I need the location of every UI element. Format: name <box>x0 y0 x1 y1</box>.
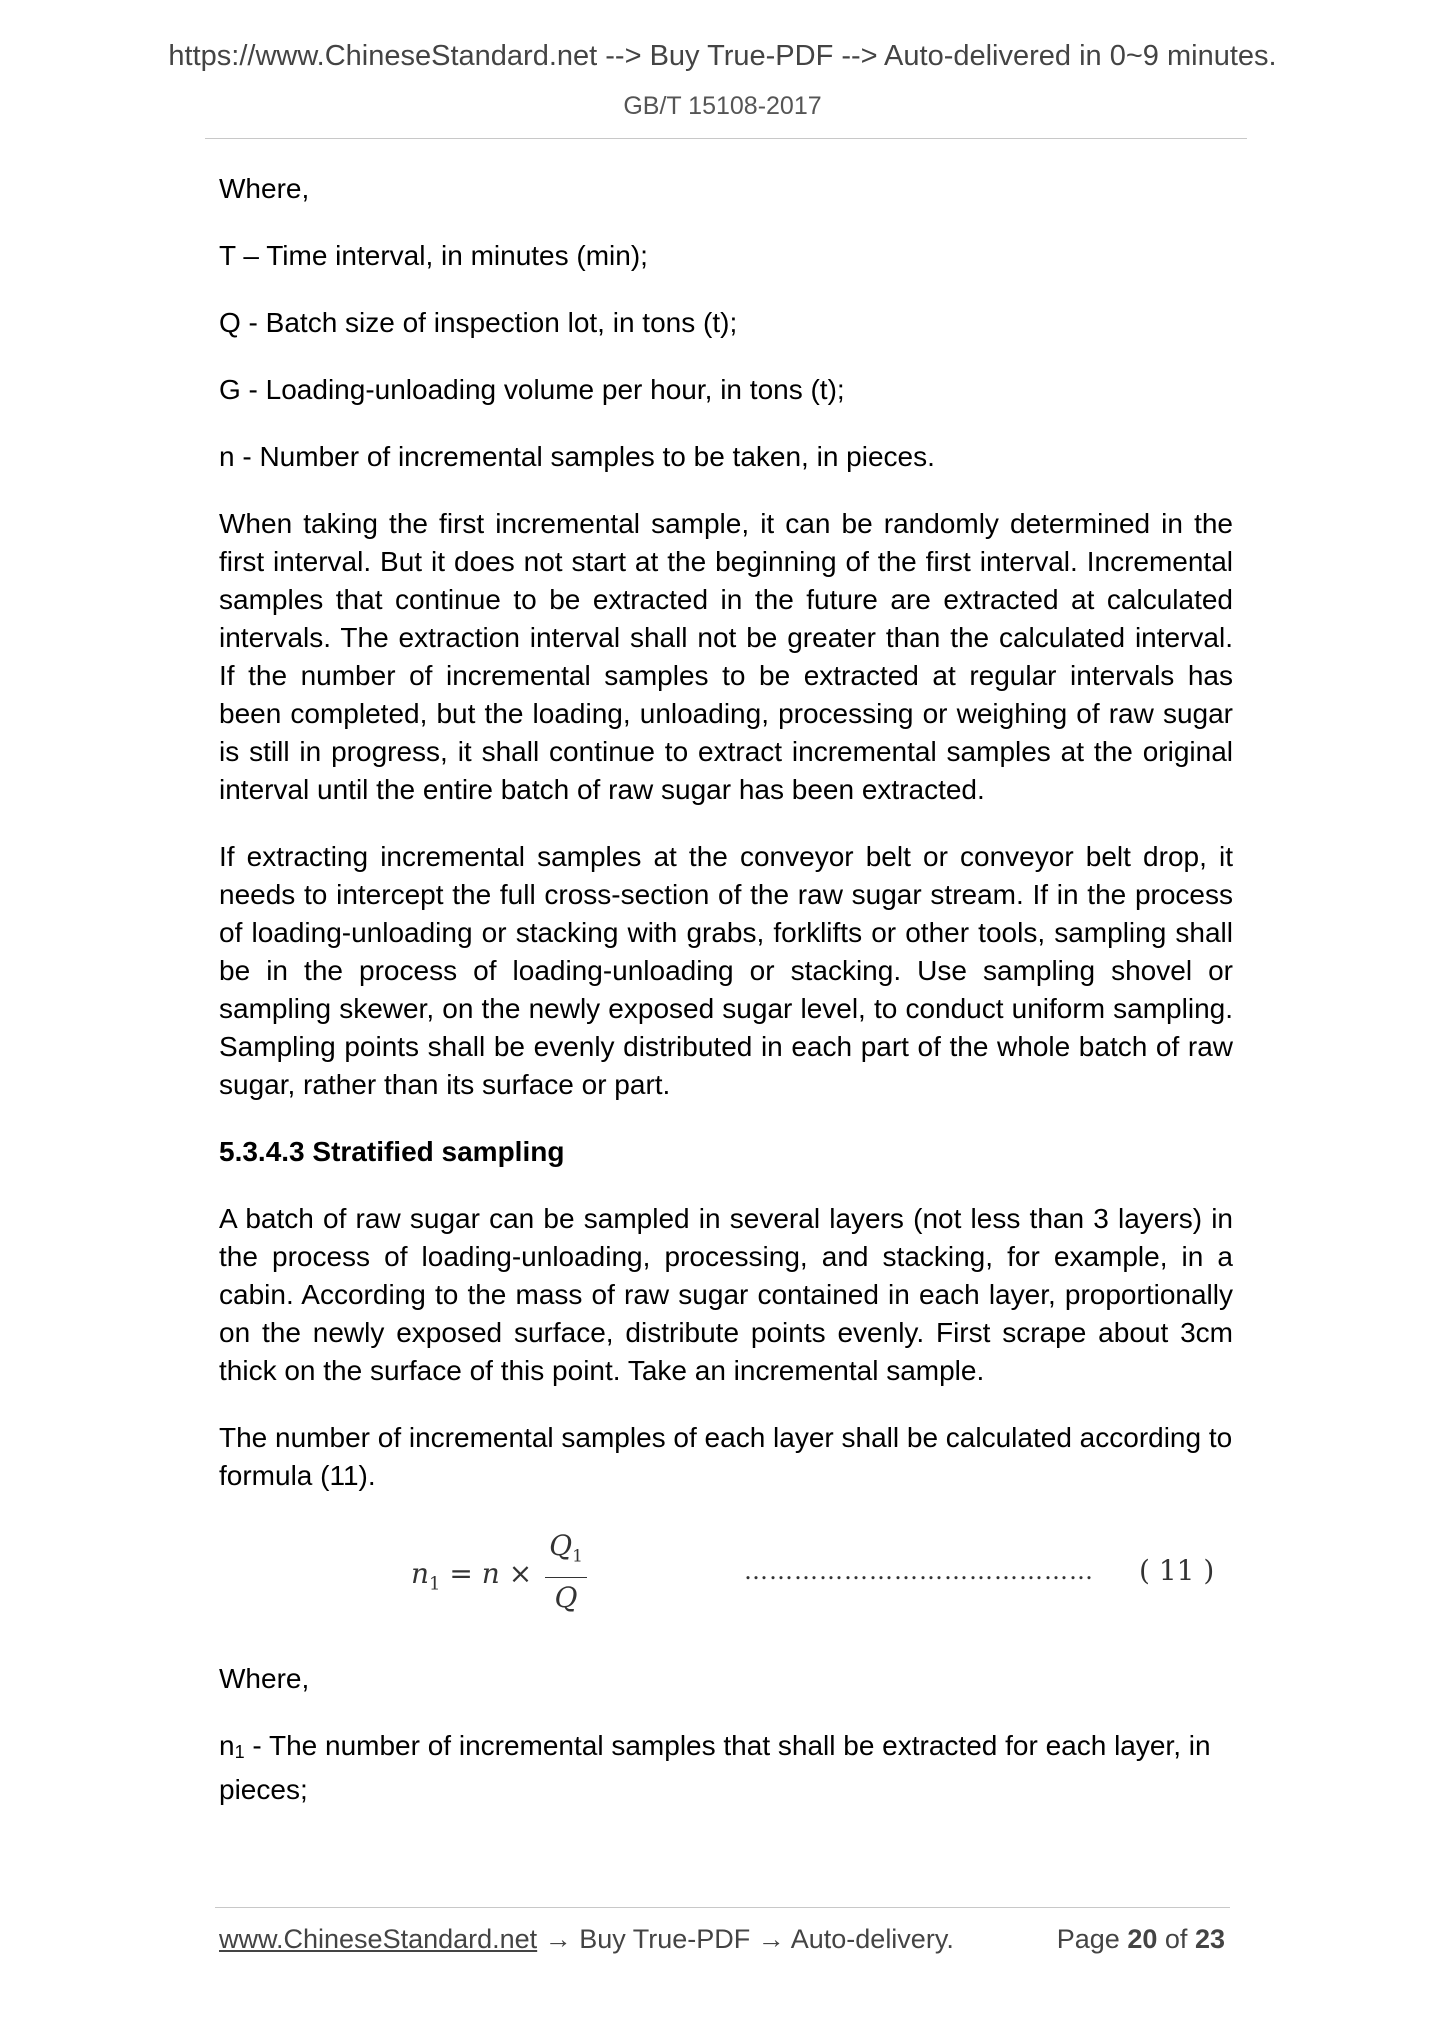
footer-promo-text: → Buy True-PDF → Auto-delivery. <box>537 1924 954 1954</box>
standard-number: GB/T 15108-2017 <box>623 92 822 120</box>
total-pages: 23 <box>1194 1924 1225 1954</box>
paragraph-interval-sampling: When taking the first incremental sample, it can be randomly determined in the first interval. But it does not start at the beginning of the first interval. Incremental samples that continue to be extracted in the future are extracted at calculated intervals. The extraction interval shall not be greater than the calculated interval. If the number of incremental samples to be extracted at regular intervals has been completed, but the loading, unloading, processing or weighing of raw sugar is still in progress, it shall continue to extract incremental samples at the original interval until the entire batch of raw sugar has been extracted. <box>219 508 1233 805</box>
current-page: 20 <box>1127 1924 1158 1954</box>
section-heading: 5.3.4.3 Stratified sampling <box>219 1136 565 1167</box>
formula-11 <box>219 1524 1233 1624</box>
paragraph-formula-reference: The number of incremental samples of each layer shall be calculated according to formula (11). <box>219 1422 1233 1491</box>
formula-denominator: Q <box>554 1580 578 1614</box>
paragraph-stratified-sampling: A batch of raw sugar can be sampled in several layers (not less than 3 layers) in the process of loading-unloading, processing, and stacking, for example, in a cabin. According to the mass of raw sugar contained in each layer, proportionally on the newly exposed surface, distribute points evenly. First scrape about 3cm thick on the surface of this point. Take an incremental sample. <box>219 1203 1233 1386</box>
formula-fraction <box>545 1528 587 1616</box>
formula-leader-dots: …………………………………… <box>744 1557 1094 1585</box>
definition-q: Q - Batch size of inspection lot, in tons (t); <box>219 307 738 338</box>
definition-n1: n1 - The number of incremental samples that shall be extracted for each layer, in pieces; <box>219 1730 1211 1805</box>
footer-divider <box>215 1907 1230 1908</box>
fraction-bar <box>545 1577 587 1578</box>
formula-lhs: $n_1 = n$ × <box>411 1557 533 1595</box>
page-indicator: Page 20 of 23 <box>1056 1924 1225 1954</box>
definition-t: T – Time interval, in minutes (min); <box>219 240 648 271</box>
footer-promo <box>219 1924 954 1955</box>
where-label: Where, <box>219 173 310 204</box>
definition-g: G - Loading-unloading volume per hour, in tons (t); <box>219 374 845 405</box>
header-url-line: https://www.ChineseStandard.net --> Buy True-PDF --> Auto-delivered in 0~9 minutes. <box>168 40 1277 72</box>
header-divider <box>205 138 1247 139</box>
definition-n: n - Number of incremental samples to be taken, in pieces. <box>219 441 935 472</box>
document-body <box>219 170 1233 1838</box>
footer-site-link[interactable]: www.ChineseStandard.net <box>219 1924 538 1954</box>
formula-numerator: $Q_1$ <box>549 1529 583 1567</box>
formula-number: ( 11 ) <box>1139 1554 1215 1587</box>
where-label-2: Where, <box>219 1663 310 1694</box>
paragraph-conveyor-sampling: If extracting incremental samples at the conveyor belt or conveyor belt drop, it needs to intercept the full cross-section of the raw sugar stream. If in the process of loading-unloading or stacking with grabs, forklifts or other tools, sampling shall be in the process of loading-unloading or stacking. Use sampling shovel or sampling skewer, on the newly exposed sugar level, to conduct uniform sampling. Sampling points shall be evenly distributed in each part of the whole batch of raw sugar, rather than its surface or part. <box>219 841 1233 1100</box>
